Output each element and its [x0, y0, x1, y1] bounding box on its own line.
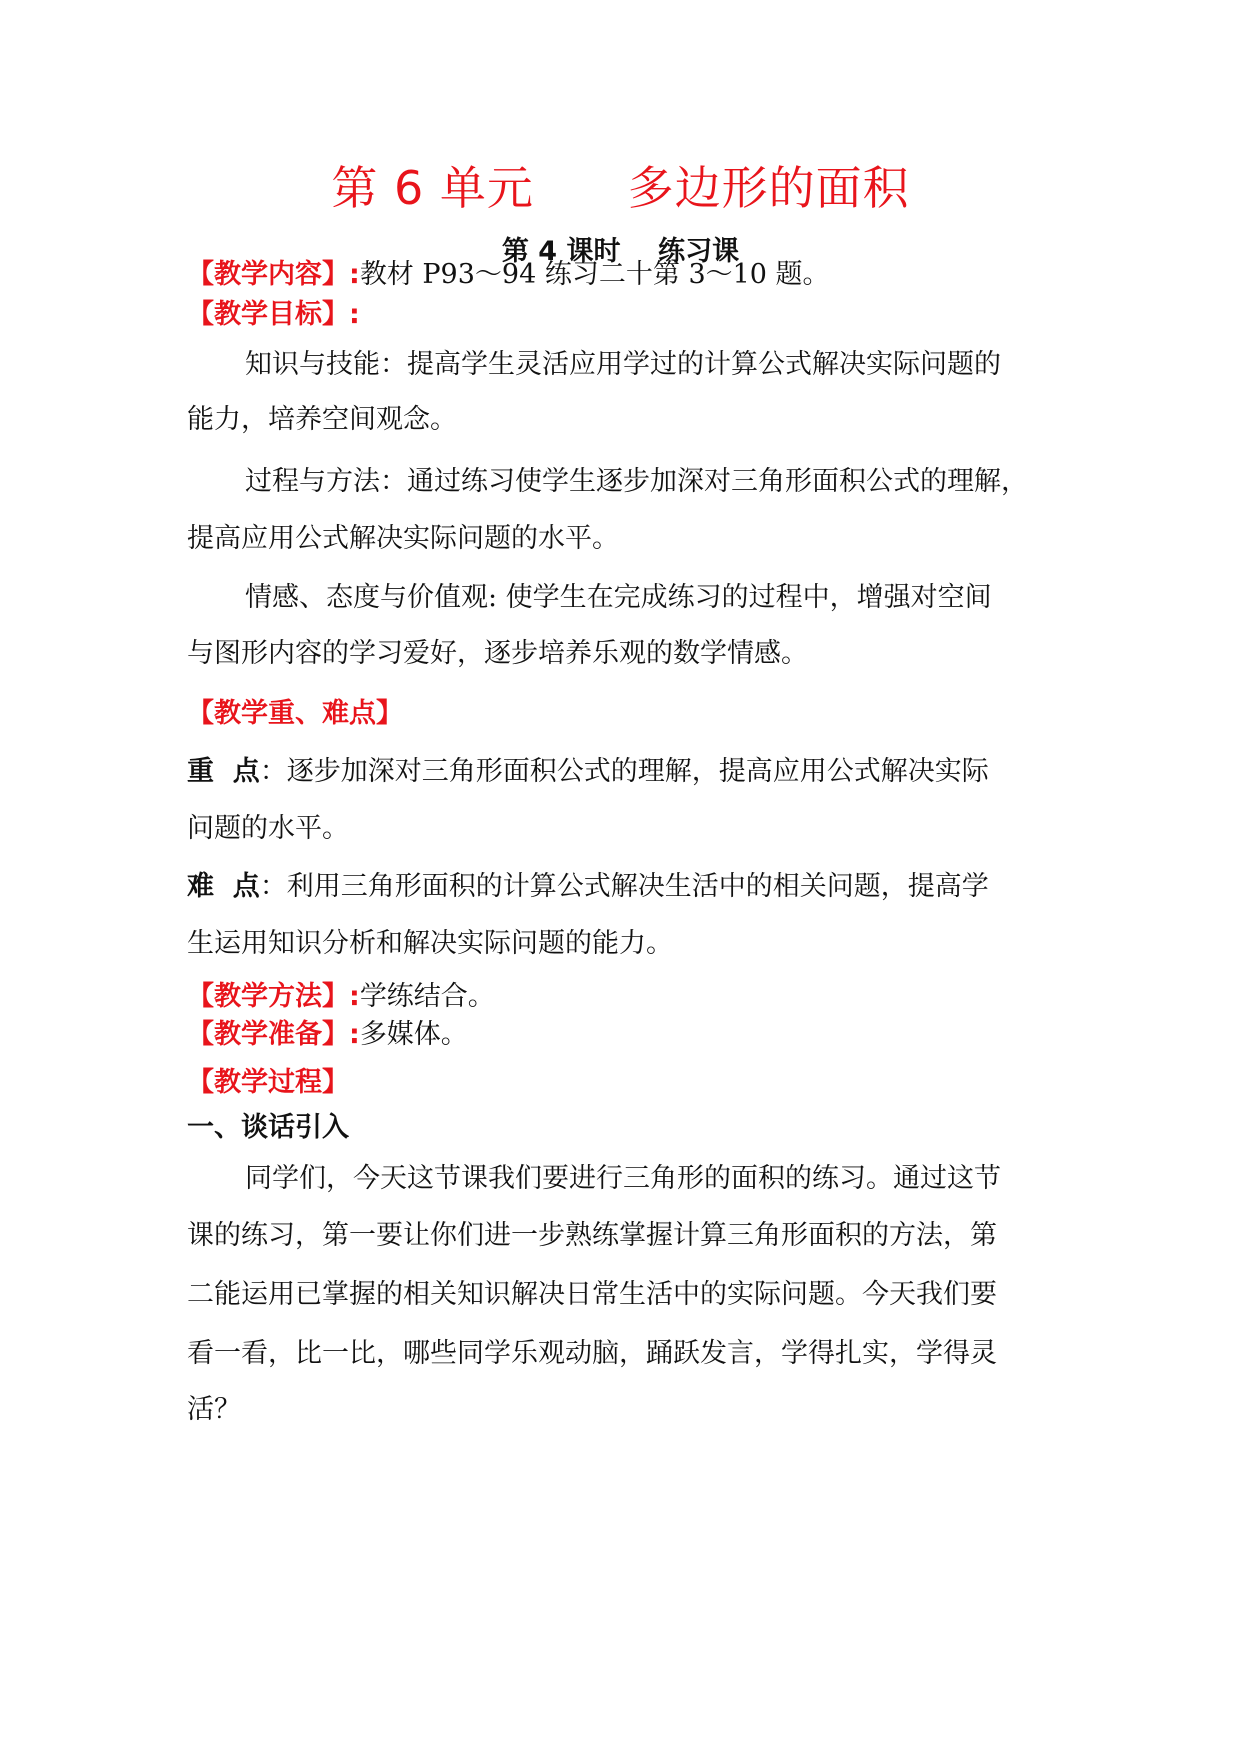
teaching-prep-text: 多媒体。 — [359, 1019, 468, 1050]
objective-knowledge-line-2: 能力，培养空间观念。 — [187, 404, 457, 435]
focus-line-2: 问题的水平。 — [187, 813, 349, 844]
teaching-process-label: 【教学过程】 — [187, 1067, 349, 1098]
teaching-content-label: 【教学内容】: — [187, 259, 360, 290]
teaching-method-line — [187, 979, 495, 1015]
teaching-content-line — [187, 257, 830, 293]
teaching-prep-line — [187, 1017, 468, 1053]
unit-title: 第 6 单元 多边形的面积 — [331, 161, 910, 215]
teaching-objectives-label: 【教学目标】: — [187, 299, 360, 330]
teaching-content-text: 教材 P93～94 练习二十第 3～10 题。 — [359, 259, 830, 290]
objective-knowledge-line-1: 知识与技能：提高学生灵活应用学过的计算公式解决实际问题的 — [245, 349, 1001, 380]
teaching-method-label: 【教学方法】: — [187, 981, 360, 1012]
objective-emotion-line-2: 与图形内容的学习爱好，逐步培养乐观的数学情感。 — [187, 638, 808, 669]
intro-paragraph-line-2: 课的练习，第一要让你们进一步熟练掌握计算三角形面积的方法，第 — [187, 1220, 997, 1251]
intro-paragraph-line-3: 二能运用已掌握的相关知识解决日常生活中的实际问题。今天我们要 — [187, 1279, 997, 1310]
difficulty-label: 难 点 — [187, 871, 260, 902]
difficulty-line-1 — [187, 869, 989, 905]
lesson-subtitle: 第 4 课时 练习课 — [501, 236, 740, 267]
teaching-prep-label: 【教学准备】: — [187, 1019, 360, 1050]
section-1-title: 一、谈话引入 — [187, 1112, 349, 1143]
intro-paragraph-line-5: 活？ — [187, 1394, 241, 1425]
focus-text-1: ：逐步加深对三角形面积公式的理解，提高应用公式解决实际 — [259, 756, 989, 787]
objective-process-line-1: 过程与方法：通过练习使学生逐步加深对三角形面积公式的理解， — [245, 466, 1028, 497]
key-points-label: 【教学重、难点】 — [187, 698, 403, 729]
focus-line-1 — [187, 754, 989, 790]
difficulty-text-1: ：利用三角形面积的计算公式解决生活中的相关问题，提高学 — [259, 871, 989, 902]
intro-paragraph-line-1: 同学们，今天这节课我们要进行三角形的面积的练习。通过这节 — [245, 1163, 1001, 1194]
focus-label: 重 点 — [187, 756, 260, 787]
objective-process-line-2: 提高应用公式解决实际问题的水平。 — [187, 523, 619, 554]
intro-paragraph-line-4: 看一看，比一比，哪些同学乐观动脑，踊跃发言，学得扎实，学得灵 — [187, 1338, 997, 1369]
teaching-method-text: 学练结合。 — [359, 981, 495, 1012]
objective-emotion-line-1: 情感、态度与价值观: 使学生在完成练习的过程中，增强对空间 — [245, 582, 992, 613]
difficulty-line-2: 生运用知识分析和解决实际问题的能力。 — [187, 928, 673, 959]
